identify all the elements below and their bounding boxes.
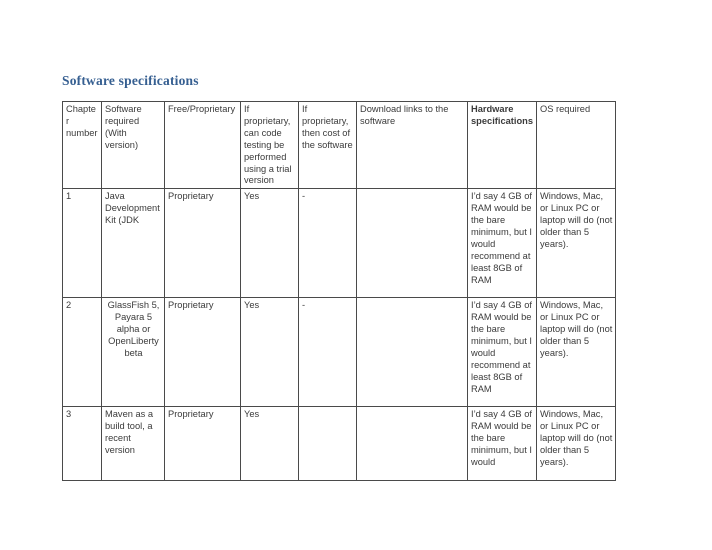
cell-text: I’d say 4 GB of RAM would be the bare minimum, but I would [471, 409, 532, 467]
header-cost: If proprietary, then cost of the software [299, 102, 357, 189]
cell-os-required: Windows, Mac, or Linux PC or laptop will do (not older than 5 years). [537, 298, 616, 407]
cell-chapter-number [63, 407, 102, 481]
cell-free-proprietary [165, 407, 241, 481]
section-heading: Software specifications [62, 73, 199, 88]
software-specifications-table [62, 101, 616, 481]
cell-software-required: Java Development Kit (JDK [102, 189, 165, 298]
header-free-proprietary: Free/Proprietary [165, 102, 241, 189]
table-row [63, 189, 616, 298]
table-row [63, 298, 616, 407]
cell-os-required [537, 407, 616, 481]
cell-trial-testing: Yes [241, 189, 299, 298]
cell-software-required [102, 407, 165, 481]
cell-trial-testing: Yes [241, 298, 299, 407]
cell-text: 3 [66, 409, 72, 420]
header-software-required: Software required (With version) [102, 102, 165, 189]
header-hardware-specifications: Hardware specifications [468, 102, 537, 189]
cell-trial-testing [241, 407, 299, 481]
cell-text: Maven as a build tool, a recent version [105, 409, 154, 456]
table-row [63, 407, 616, 481]
cell-free-proprietary: Proprietary [165, 189, 241, 298]
cell-text: Proprietary [168, 409, 214, 420]
cell-download-links [357, 189, 468, 298]
table-header-row [63, 102, 616, 189]
cell-hardware-specifications [468, 407, 537, 481]
cell-cost: - [299, 189, 357, 298]
cell-download-links [357, 298, 468, 407]
cell-chapter-number: 1 [63, 189, 102, 298]
header-chapter-number: Chapter number [63, 102, 102, 189]
header-trial-testing: If proprietary, can code testing be performed using a trial version [241, 102, 299, 189]
cell-cost: - [299, 298, 357, 407]
cell-os-required: Windows, Mac, or Linux PC or laptop will do (not older than 5 years). [537, 189, 616, 298]
cell-hardware-specifications: I’d say 4 GB of RAM would be the bare minimum, but I would recommend at least 8GB of RAM [468, 298, 537, 407]
cell-hardware-specifications: I’d say 4 GB of RAM would be the bare minimum, but I would recommend at least 8GB of RAM [468, 189, 537, 298]
cell-text: Windows, Mac, or Linux PC or laptop will do (not older than 5 years). [540, 409, 613, 467]
cell-free-proprietary: Proprietary [165, 298, 241, 407]
cell-download-links [357, 407, 468, 481]
cell-software-required: GlassFish 5, Payara 5 alpha or OpenLiberty beta [102, 298, 165, 407]
header-os-required: OS required [537, 102, 616, 189]
cell-text: Yes [244, 409, 260, 420]
header-download-links: Download links to the software [357, 102, 468, 189]
cell-cost [299, 407, 357, 481]
cell-chapter-number: 2 [63, 298, 102, 407]
